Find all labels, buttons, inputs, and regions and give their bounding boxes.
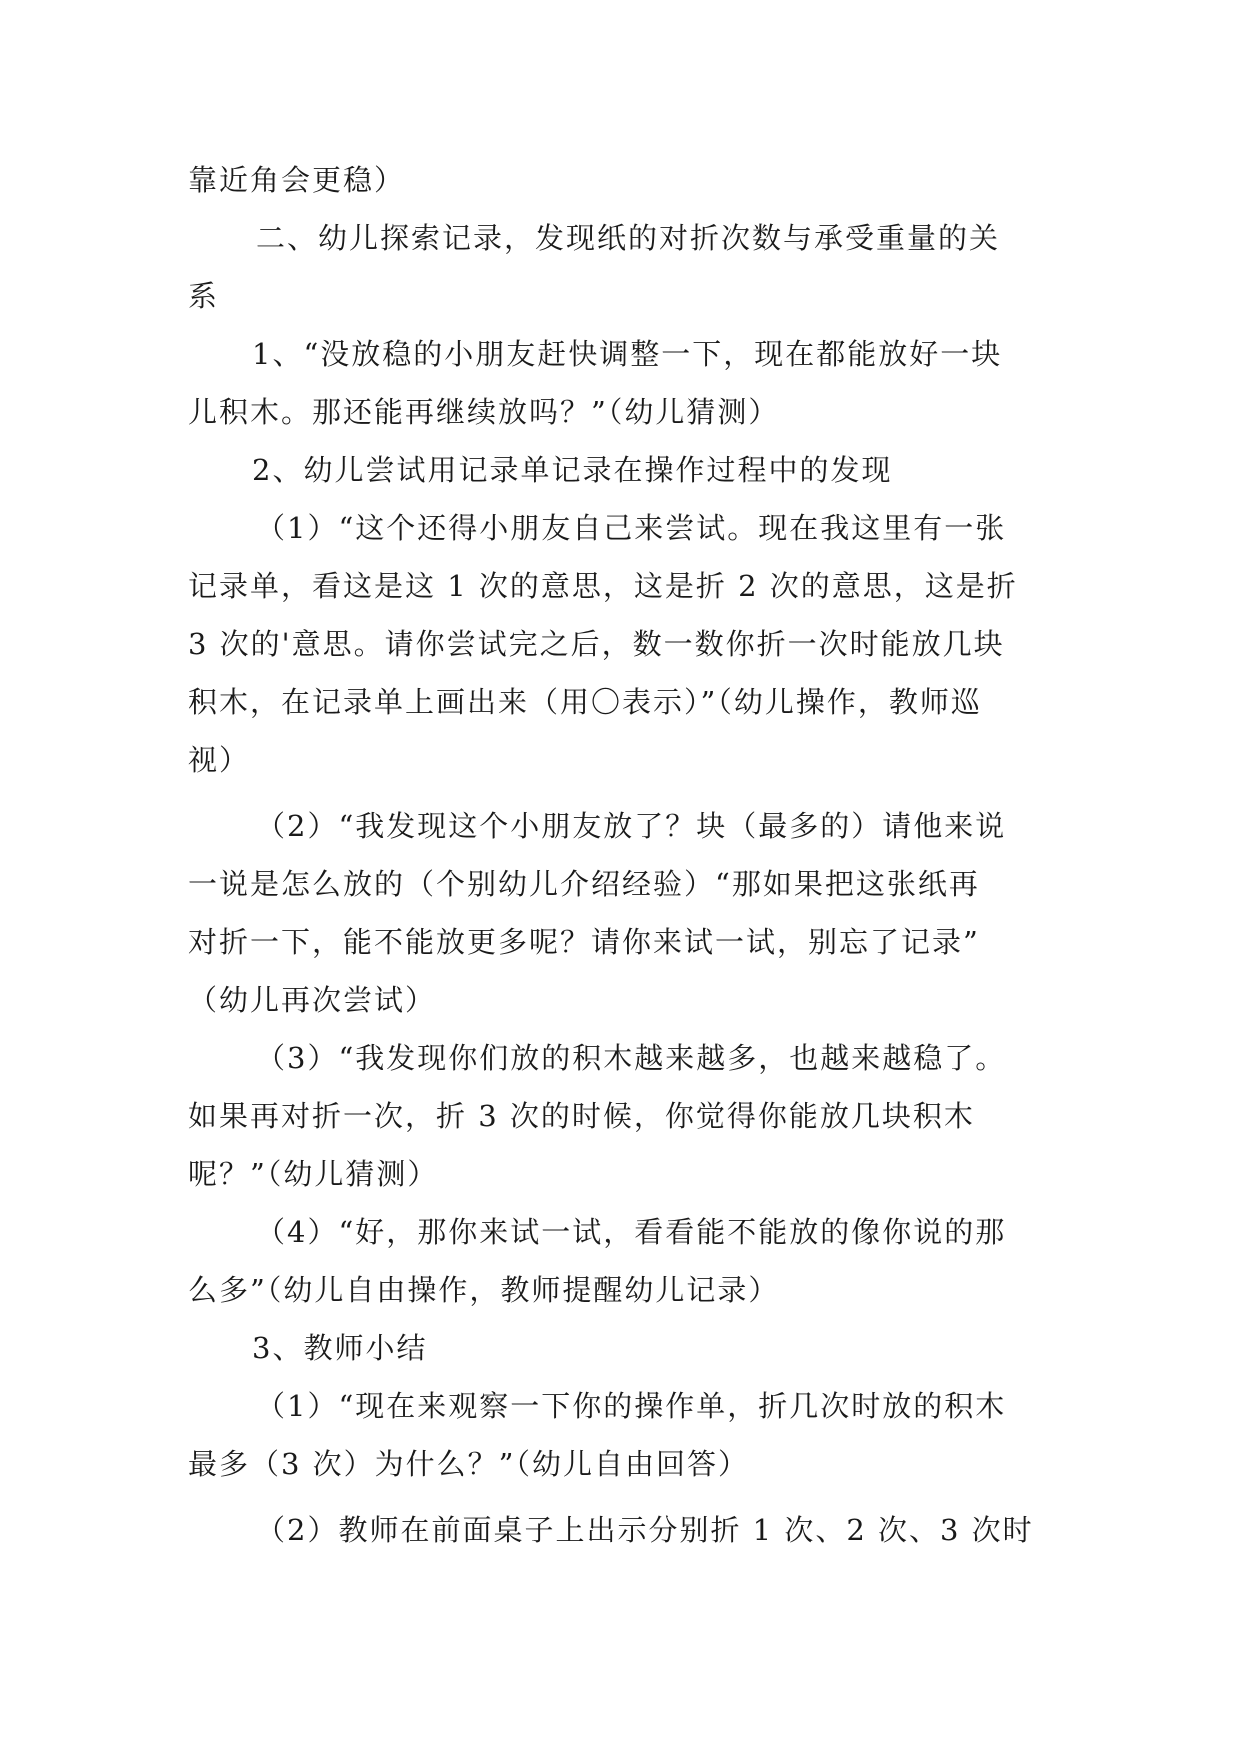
text-line: 记录单，看这是这 1 次的意思，这是折 2 次的意思，这是折: [188, 569, 1018, 603]
text-line: 1、“没放稳的小朋友赶快调整一下，现在都能放好一块: [252, 337, 1003, 371]
text-line: 2、幼儿尝试用记录单记录在操作过程中的发现: [252, 453, 893, 487]
text-line: 么多”（幼儿自由操作，教师提醒幼儿记录）: [188, 1273, 780, 1307]
text-line: 如果再对折一次，折 3 次的时候，你觉得你能放几块积木: [188, 1099, 975, 1133]
text-line: （2）教师在前面桌子上出示分别折 1 次、2 次、3 次时: [256, 1513, 1034, 1547]
text-line: 系: [188, 279, 220, 313]
text-line: 呢？”（幼儿猜测）: [188, 1157, 439, 1191]
text-line: 最多（3 次）为什么？”（幼儿自由回答）: [188, 1447, 749, 1481]
text-line: （幼儿再次尝试）: [188, 983, 437, 1017]
text-line: 3 次的'意思。请你尝试完之后，数一数你折一次时能放几块: [188, 627, 1005, 661]
text-line: 积木，在记录单上画出来（用〇表示）”（幼儿操作，教师巡: [188, 685, 982, 719]
text-line: （1）“现在来观察一下你的操作单，折几次时放的积木: [256, 1389, 1007, 1423]
text-line: （1）“这个还得小朋友自己来尝试。现在我这里有一张: [256, 511, 1007, 545]
text-line: （4）“好，那你来试一试，看看能不能放的像你说的那: [256, 1215, 1007, 1249]
text-line: 一说是怎么放的（个别幼儿介绍经验）“那如果把这张纸再: [188, 867, 980, 901]
text-line: 视）: [188, 743, 251, 777]
text-line: 靠近角会更稳）: [188, 163, 406, 197]
text-line: （2）“我发现这个小朋友放了？块（最多的）请他来说: [256, 809, 1007, 843]
section-heading: 二、幼儿探索记录，发现纸的对折次数与承受重量的关: [256, 221, 1001, 255]
text-line: 3、教师小结: [252, 1331, 428, 1365]
text-line: 儿积木。那还能再继续放吗？”（幼儿猜测）: [188, 395, 780, 429]
text-line: （3）“我发现你们放的积木越来越多，也越来越稳了。: [256, 1041, 1007, 1075]
text-line: 对折一下，能不能放更多呢？请你来试一试，别忘了记录”: [188, 925, 980, 959]
